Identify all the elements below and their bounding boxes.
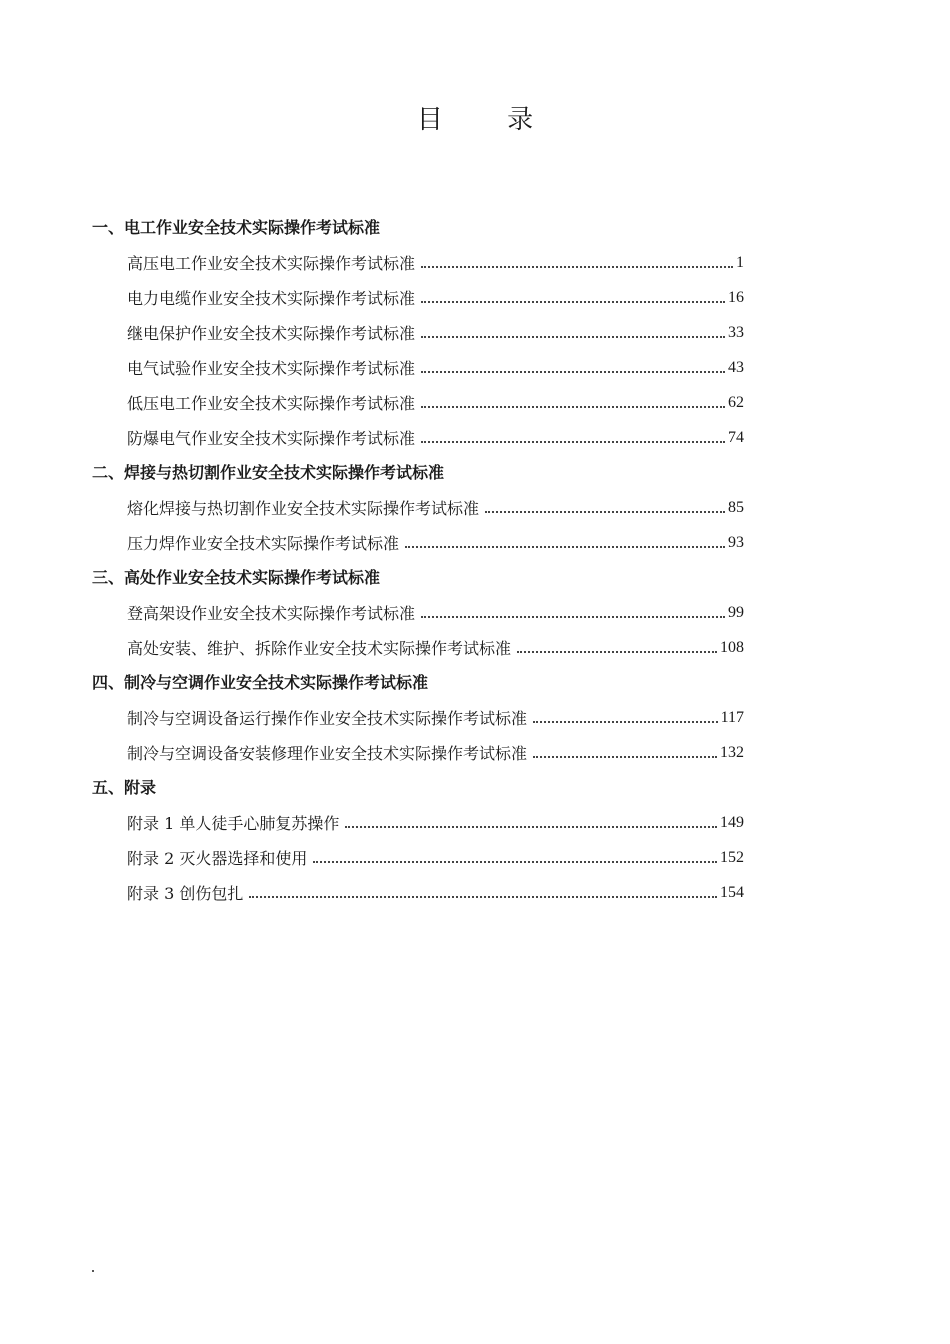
toc-entry[interactable] bbox=[92, 420, 744, 455]
toc-section bbox=[92, 455, 744, 560]
page-number: 62 bbox=[728, 393, 744, 411]
entry-title: 继电保护作业安全技术实际操作考试标准 bbox=[127, 324, 416, 343]
page-number: 132 bbox=[720, 743, 744, 761]
toc-entry[interactable] bbox=[92, 735, 744, 770]
dot-leader bbox=[533, 711, 718, 723]
entry-title: 制冷与空调设备安装修理作业安全技术实际操作考试标准 bbox=[127, 744, 528, 763]
toc-entry[interactable] bbox=[92, 350, 744, 385]
entry-title: 高压电工作业安全技术实际操作考试标准 bbox=[127, 254, 416, 273]
entry-title: 登高架设作业安全技术实际操作考试标准 bbox=[127, 604, 416, 623]
page-number: 74 bbox=[728, 428, 744, 446]
dot-leader bbox=[533, 746, 717, 758]
toc-entry[interactable] bbox=[92, 700, 744, 735]
section-heading: 五、附录 bbox=[92, 778, 157, 797]
toc-entry[interactable] bbox=[92, 595, 744, 630]
dot-leader bbox=[249, 886, 717, 898]
toc-entry[interactable] bbox=[92, 280, 744, 315]
toc-entry[interactable] bbox=[92, 385, 744, 420]
entry-title: 防爆电气作业安全技术实际操作考试标准 bbox=[127, 429, 416, 448]
dot-leader bbox=[421, 606, 725, 618]
entry-title: 熔化焊接与热切割作业安全技术实际操作考试标准 bbox=[127, 499, 480, 518]
entry-title: 电气试验作业安全技术实际操作考试标准 bbox=[127, 359, 416, 378]
dot-leader bbox=[313, 851, 717, 863]
entry-title: 低压电工作业安全技术实际操作考试标准 bbox=[127, 394, 416, 413]
toc-entry[interactable] bbox=[92, 805, 744, 840]
page-number: 154 bbox=[720, 883, 744, 901]
dot-leader bbox=[421, 291, 725, 303]
page-number: 99 bbox=[728, 603, 744, 621]
page-mark bbox=[92, 1270, 94, 1272]
page-number: 117 bbox=[720, 708, 744, 726]
page-number: 85 bbox=[728, 498, 744, 516]
page-number: 108 bbox=[720, 638, 744, 656]
page-number: 33 bbox=[728, 323, 744, 341]
toc-entry[interactable] bbox=[92, 840, 744, 875]
toc-section bbox=[92, 560, 744, 665]
entry-title: 电力电缆作业安全技术实际操作考试标准 bbox=[127, 289, 416, 308]
toc-section bbox=[92, 665, 744, 770]
dot-leader bbox=[421, 396, 725, 408]
entry-title: 制冷与空调设备运行操作作业安全技术实际操作考试标准 bbox=[127, 709, 528, 728]
page-number: 152 bbox=[720, 848, 744, 866]
page-number: 93 bbox=[728, 533, 744, 551]
section-heading: 一、电工作业安全技术实际操作考试标准 bbox=[92, 218, 381, 237]
dot-leader bbox=[421, 256, 733, 268]
page-number: 16 bbox=[728, 288, 744, 306]
entry-title: 高处安装、维护、拆除作业安全技术实际操作考试标准 bbox=[127, 639, 512, 658]
page-title: 目 录 bbox=[416, 105, 562, 135]
entry-title: 附录 2 灭火器选择和使用 bbox=[127, 849, 308, 868]
entry-title: 附录 3 创伤包扎 bbox=[127, 884, 244, 903]
dot-leader bbox=[345, 816, 717, 828]
page-number: 1 bbox=[736, 253, 744, 271]
dot-leader bbox=[517, 641, 717, 653]
dot-leader bbox=[405, 536, 725, 548]
entry-title: 压力焊作业安全技术实际操作考试标准 bbox=[127, 534, 400, 553]
toc-entry[interactable] bbox=[92, 245, 744, 280]
section-heading: 四、制冷与空调作业安全技术实际操作考试标准 bbox=[92, 673, 429, 692]
section-heading: 二、焊接与热切割作业安全技术实际操作考试标准 bbox=[92, 463, 445, 482]
toc-entry[interactable] bbox=[92, 875, 744, 910]
dot-leader bbox=[421, 431, 725, 443]
toc-entry[interactable] bbox=[92, 490, 744, 525]
dot-leader bbox=[485, 501, 725, 513]
dot-leader bbox=[421, 361, 725, 373]
page-number: 43 bbox=[728, 358, 744, 376]
page-number: 149 bbox=[720, 813, 744, 831]
toc-entry[interactable] bbox=[92, 525, 744, 560]
toc-entry[interactable] bbox=[92, 315, 744, 350]
entry-title: 附录 1 单人徒手心肺复苏操作 bbox=[127, 814, 340, 833]
dot-leader bbox=[421, 326, 725, 338]
toc-entry[interactable] bbox=[92, 630, 744, 665]
toc-section bbox=[92, 210, 744, 455]
toc-section bbox=[92, 770, 744, 910]
section-heading: 三、高处作业安全技术实际操作考试标准 bbox=[92, 568, 381, 587]
table-of-contents bbox=[92, 210, 744, 910]
